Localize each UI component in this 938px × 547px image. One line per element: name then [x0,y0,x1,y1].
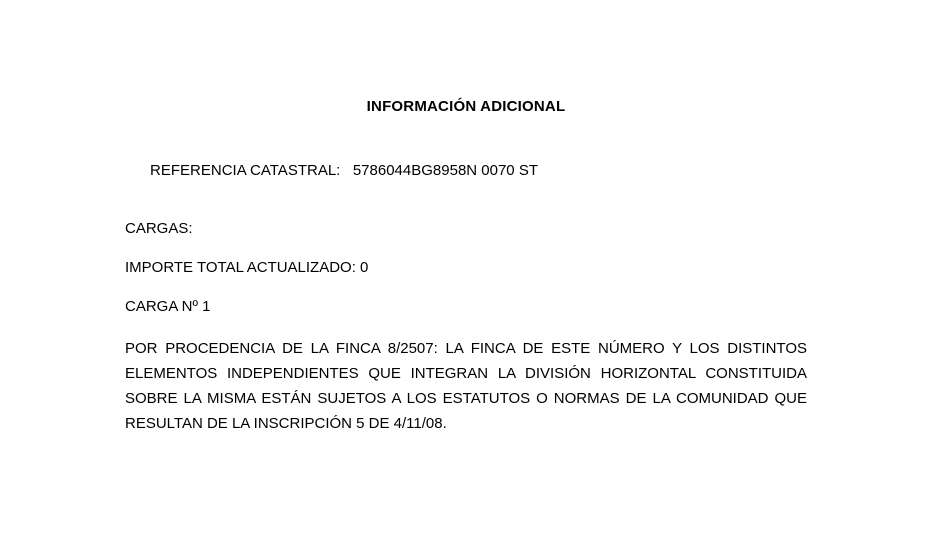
line-importe-total-actualizado: IMPORTE TOTAL ACTUALIZADO: 0 [125,259,369,276]
body-paragraph: POR PROCEDENCIA DE LA FINCA 8/2507: LA FINCA DE ESTE NÚMERO Y LOS DISTINTOS ELEMENTOS INDEPENDIENTES QUE INTEGRAN LA DIVISIÓN HORIZONTAL CONSTITUIDA SOBRE LA MISMA ESTÁN SUJETOS A LOS ESTATUTOS O NORMAS DE LA COMUNIDAD QUE RESULTAN DE LA INSCRIPCIÓN 5 DE 4/11/08. [125,340,812,432]
field-label: REFERENCIA CATASTRAL: [150,162,341,179]
page-title: INFORMACIÓN ADICIONAL [366,98,566,115]
line-carga-numero: CARGA Nº 1 [125,298,211,315]
field-value: 5786044BG8958N 0070 ST [352,162,538,179]
line-cargas: CARGAS: [125,220,193,237]
field-referencia-catastral [125,142,807,199]
document-content [125,98,812,436]
field-spacer [340,162,353,179]
